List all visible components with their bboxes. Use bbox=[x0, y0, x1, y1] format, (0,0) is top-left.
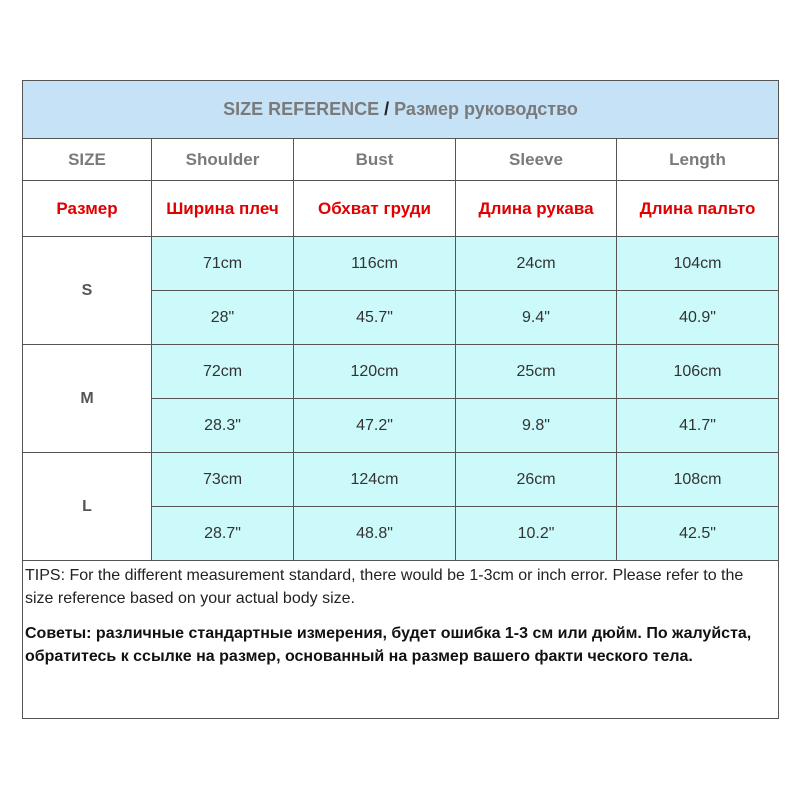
value-cell: 9.4" bbox=[456, 291, 617, 345]
header-bust: Bust bbox=[294, 139, 456, 181]
value-cell: 28" bbox=[152, 291, 294, 345]
header-shoulder-ru: Ширина плеч bbox=[152, 181, 294, 237]
header-size-ru: Размер bbox=[23, 181, 152, 237]
title-ru: Размер руководство bbox=[394, 99, 578, 119]
value-cell: 120cm bbox=[294, 345, 456, 399]
value-cell: 24cm bbox=[456, 237, 617, 291]
value-cell: 10.2" bbox=[456, 507, 617, 561]
value-cell: 41.7" bbox=[617, 399, 779, 453]
header-row-en bbox=[23, 139, 779, 181]
tips-english: TIPS: For the different measurement standard, there would be 1-3cm or inch error. Please refer to the size reference based on your actual body size. bbox=[25, 567, 744, 607]
size-label-s: S bbox=[23, 237, 152, 345]
value-cell: 73cm bbox=[152, 453, 294, 507]
value-cell: 9.8" bbox=[456, 399, 617, 453]
header-shoulder: Shoulder bbox=[152, 139, 294, 181]
value-cell: 104cm bbox=[617, 237, 779, 291]
table-row bbox=[23, 345, 779, 399]
value-cell: 42.5" bbox=[617, 507, 779, 561]
value-cell: 72cm bbox=[152, 345, 294, 399]
tips-russian: Советы: различные стандартные измерения, будет ошибка 1-3 см или дюйм. По жалуйста, обратитесь к ссылке на размер, основанный на размер вашего факти ческого тела. bbox=[25, 625, 752, 665]
header-length: Length bbox=[617, 139, 779, 181]
header-size: SIZE bbox=[23, 139, 152, 181]
size-label-m: M bbox=[23, 345, 152, 453]
value-cell: 25cm bbox=[456, 345, 617, 399]
value-cell: 124cm bbox=[294, 453, 456, 507]
value-cell: 26cm bbox=[456, 453, 617, 507]
table-row bbox=[23, 453, 779, 507]
size-reference-table bbox=[22, 80, 779, 719]
value-cell: 28.3" bbox=[152, 399, 294, 453]
value-cell: 108cm bbox=[617, 453, 779, 507]
header-length-ru: Длина пальто bbox=[617, 181, 779, 237]
tips-box bbox=[23, 561, 779, 719]
value-cell: 47.2" bbox=[294, 399, 456, 453]
value-cell: 106cm bbox=[617, 345, 779, 399]
header-bust-ru: Обхват груди bbox=[294, 181, 456, 237]
header-sleeve: Sleeve bbox=[456, 139, 617, 181]
header-sleeve-ru: Длина рукава bbox=[456, 181, 617, 237]
value-cell: 116cm bbox=[294, 237, 456, 291]
value-cell: 28.7" bbox=[152, 507, 294, 561]
value-cell: 45.7" bbox=[294, 291, 456, 345]
table-row bbox=[23, 237, 779, 291]
value-cell: 71cm bbox=[152, 237, 294, 291]
title-en: SIZE REFERENCE bbox=[223, 99, 380, 119]
value-cell: 48.8" bbox=[294, 507, 456, 561]
header-row-ru bbox=[23, 181, 779, 237]
tips-row bbox=[23, 561, 779, 719]
title-separator: / bbox=[384, 99, 390, 119]
table-title bbox=[23, 81, 779, 139]
value-cell: 40.9" bbox=[617, 291, 779, 345]
title-row bbox=[23, 81, 779, 139]
size-label-l: L bbox=[23, 453, 152, 561]
